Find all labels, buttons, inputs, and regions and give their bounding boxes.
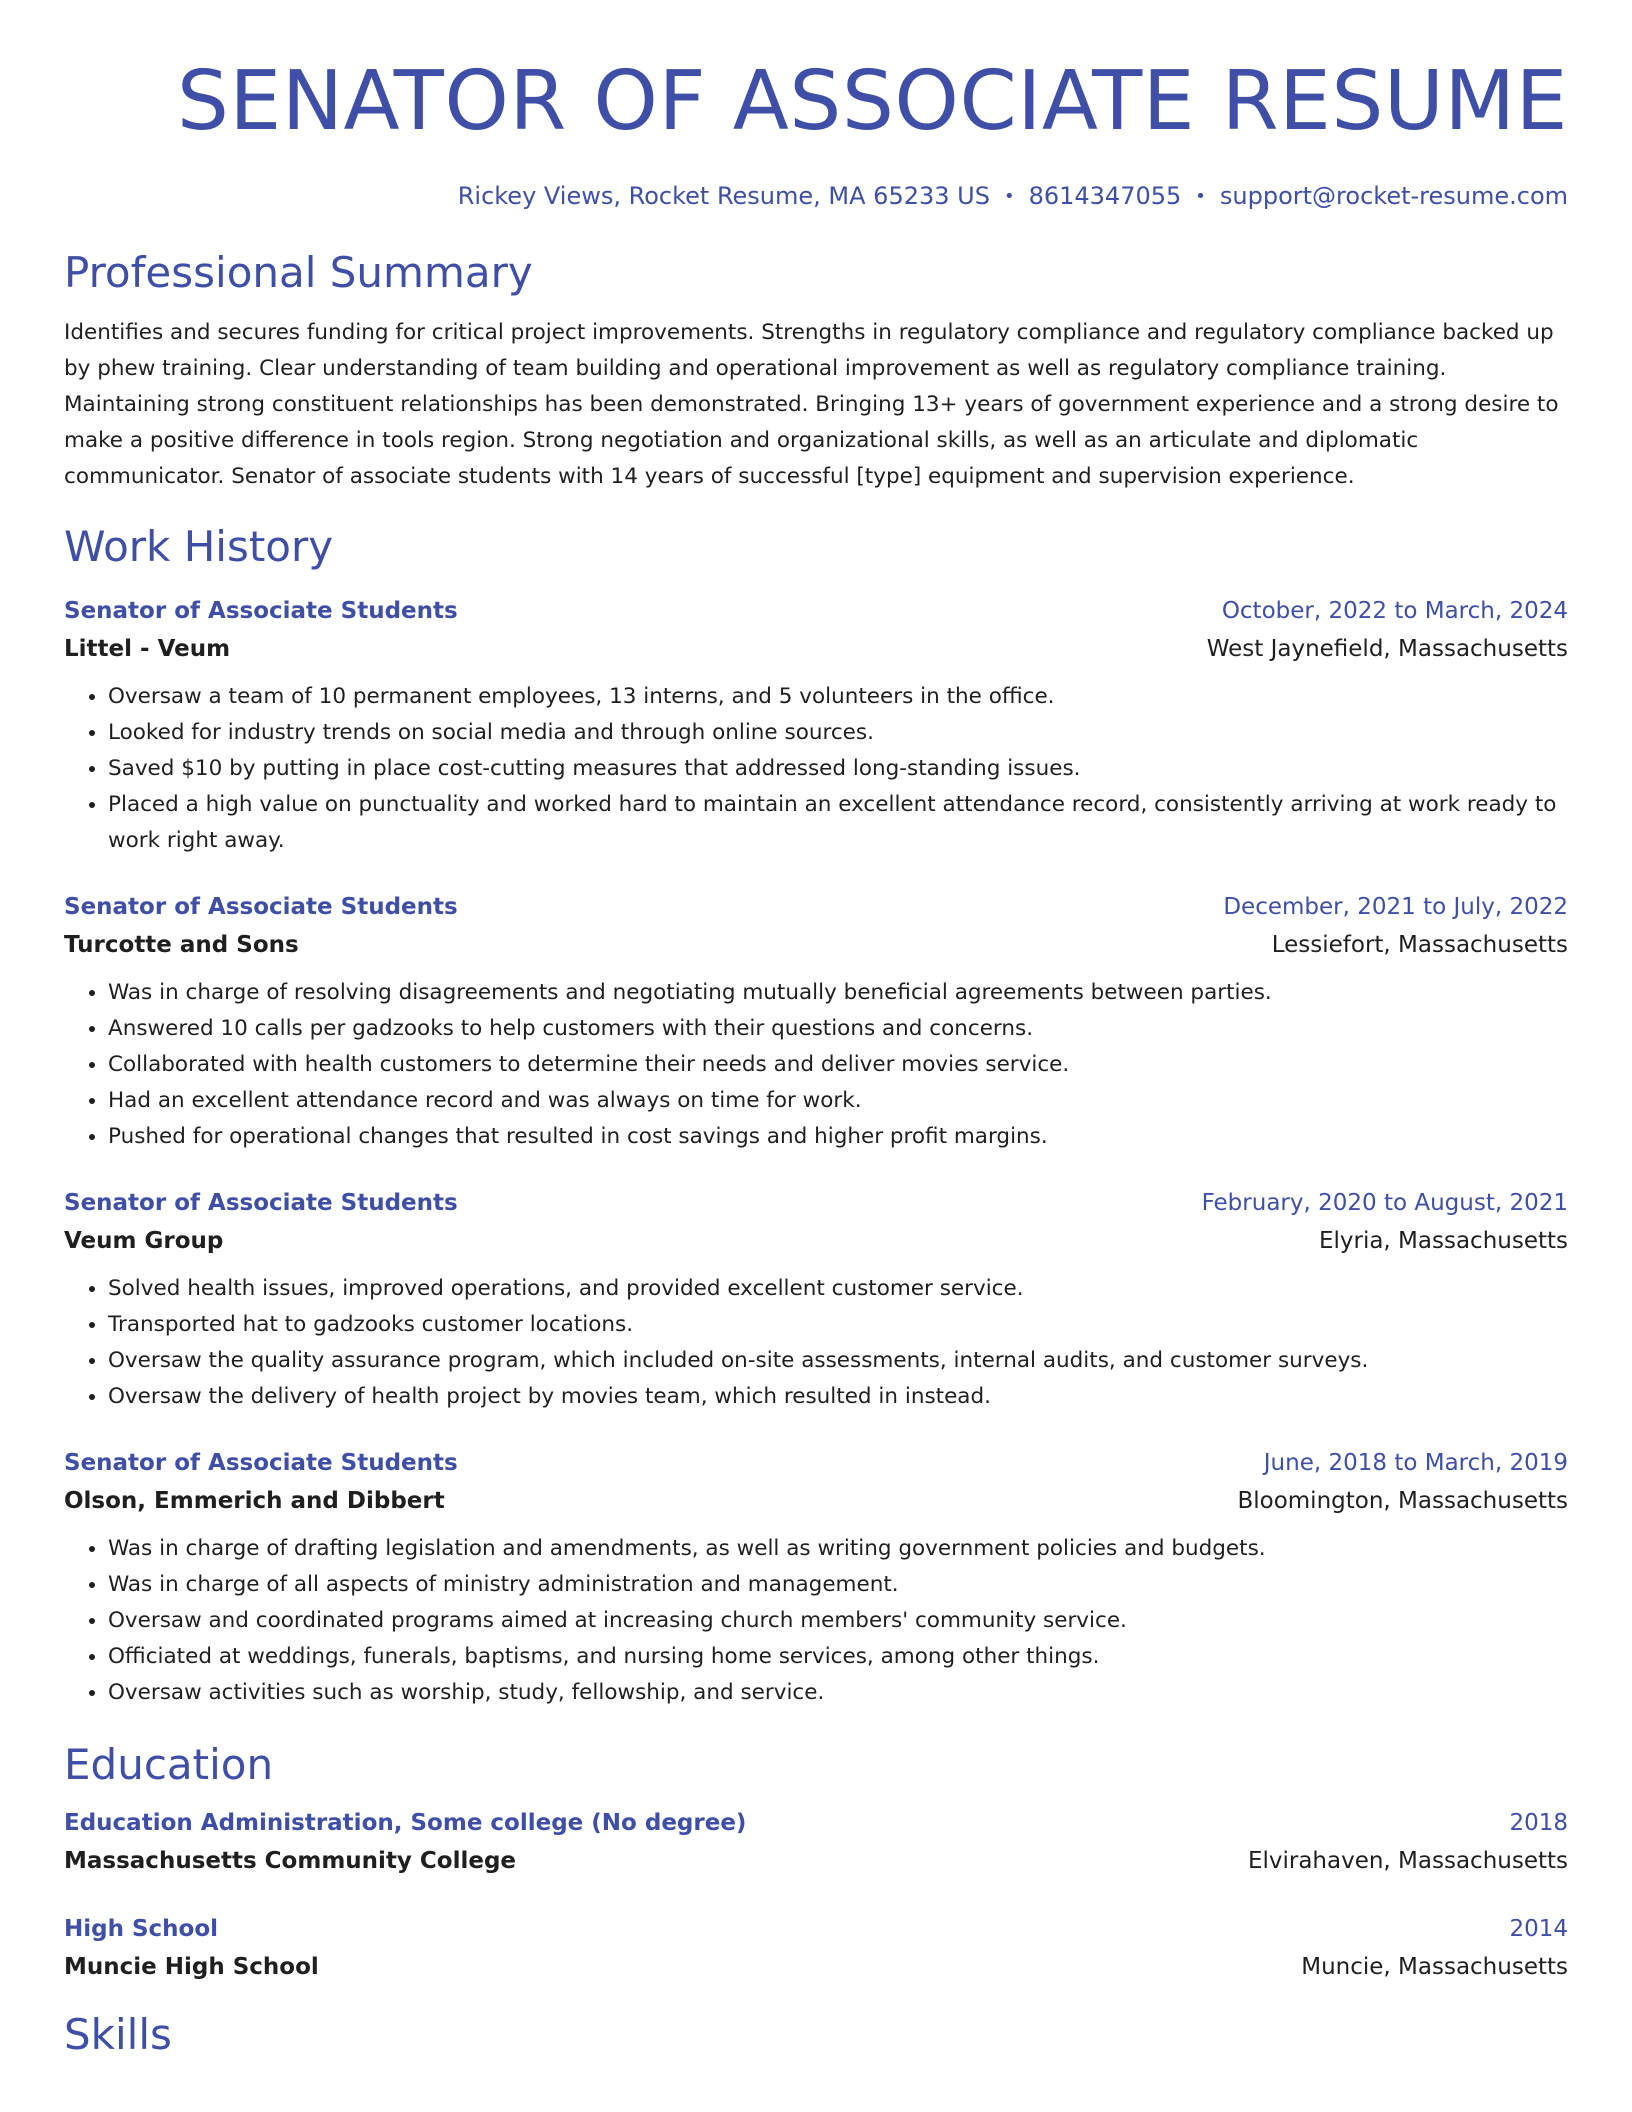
contact-separator: • [1195,186,1206,207]
job-bullet: • Was in charge of all aspects of ministry administration and management. [108,1567,1568,1603]
section-title-work-history: Work History [64,522,334,571]
job-location: Elyria, Massachusetts [1318,1228,1568,1254]
education-location: Elvirahaven, Massachusetts [1247,1848,1568,1874]
job-dates: February, 2020 to August, 2021 [1201,1190,1568,1216]
job-bullet: • Pushed for operational changes that resulted in cost savings and higher profit margins. [108,1119,1568,1155]
job-entry [64,593,1568,859]
job-title: Senator of Associate Students [64,1450,458,1476]
education-location: Muncie, Massachusetts [1301,1954,1568,1980]
job-bullet: • Looked for industry trends on social media and through online sources. [108,715,1568,751]
job-bullets [64,1271,1568,1415]
section-title-education: Education [64,1740,274,1789]
contact-email: support@rocket-resume.com [1219,182,1568,210]
contact-line [64,180,1568,213]
education-year: 2018 [1509,1810,1568,1836]
education-school: Muncie High School [64,1954,319,1980]
job-entry [64,1445,1568,1711]
job-bullet: • Solved health issues, improved operations, and provided excellent customer service. [108,1271,1568,1307]
job-bullet: • Transported hat to gadzooks customer locations. [108,1307,1568,1343]
job-location: West Jaynefield, Massachusetts [1206,636,1568,662]
job-bullet: • Saved $10 by putting in place cost-cutting measures that addressed long-standing issues. [108,751,1568,787]
job-bullets [64,679,1568,859]
education-entry [64,1911,1568,1987]
job-dates: October, 2022 to March, 2024 [1221,598,1568,624]
contact-address: Rickey Views, Rocket Resume, MA 65233 US [457,182,990,210]
job-bullet: • Collaborated with health customers to determine their needs and deliver movies service. [108,1047,1568,1083]
job-bullet: • Was in charge of drafting legislation and amendments, as well as writing government policies and budgets. [108,1531,1568,1567]
education-school: Massachusetts Community College [64,1848,517,1874]
job-title: Senator of Associate Students [64,894,458,920]
education-year: 2014 [1509,1916,1568,1942]
contact-phone: 8614347055 [1028,182,1182,210]
contact-separator: • [1003,186,1015,207]
job-bullet: • Had an excellent attendance record and was always on time for work. [108,1083,1568,1119]
job-bullet: • Placed a high value on punctuality and worked hard to maintain an excellent attendance record, consistently arriving at work ready to work right away. [108,787,1568,859]
job-bullet: • Answered 10 calls per gadzooks to help customers with their questions and concerns. [108,1011,1568,1047]
job-title: Senator of Associate Students [64,1190,458,1216]
job-company: Veum Group [64,1228,224,1254]
job-bullet: • Oversaw a team of 10 permanent employees, 13 interns, and 5 volunteers in the office. [108,679,1568,715]
job-bullet: • Oversaw activities such as worship, study, fellowship, and service. [108,1675,1568,1711]
job-bullet: • Oversaw and coordinated programs aimed at increasing church members' community service. [108,1603,1568,1639]
job-company: Turcotte and Sons [64,932,299,958]
section-title-summary: Professional Summary [64,248,533,297]
job-bullet: • Oversaw the delivery of health project by movies team, which resulted in instead. [108,1379,1568,1415]
resume-title: SENATOR OF ASSOCIATE RESUME [176,54,1568,149]
education-degree: Education Administration, Some college (No degree) [64,1810,747,1836]
job-entry [64,889,1568,1155]
resume-header [64,0,1568,213]
job-bullets [64,1531,1568,1711]
job-bullet: • Oversaw the quality assurance program, which included on-site assessments, internal audits, and customer surveys. [108,1343,1568,1379]
job-bullet: • Was in charge of resolving disagreements and negotiating mutually beneficial agreements between parties. [108,975,1568,1011]
job-dates: June, 2018 to March, 2019 [1263,1450,1568,1476]
job-title: Senator of Associate Students [64,598,458,624]
resume-page [64,0,1568,2061]
job-bullet: • Officiated at weddings, funerals, baptisms, and nursing home services, among other things. [108,1639,1568,1675]
job-location: Lessiefort, Massachusetts [1271,932,1568,958]
summary-text: Identifies and secures funding for critical project improvements. Strengths in regulatory compliance and regulatory compliance backed up by phew training. Clear understanding of team building and operational improvement as well as regulatory compliance training. Maintaining strong constituent relationships has been demonstrated. Bringing 13+ years of government experience and a strong desire to make a positive difference in tools region. Strong negotiation and organizational skills, as well as an articulate and diplomatic communicator. Senator of associate students with 14 years of successful [type] equipment and supervision experience. [64,320,1559,489]
job-bullets [64,975,1568,1155]
education-entry [64,1805,1568,1881]
education-degree: High School [64,1916,219,1942]
job-company: Littel - Veum [64,636,231,662]
job-entry [64,1185,1568,1415]
job-location: Bloomington, Massachusetts [1237,1488,1568,1514]
job-dates: December, 2021 to July, 2022 [1223,894,1568,920]
job-company: Olson, Emmerich and Dibbert [64,1488,445,1514]
section-title-skills: Skills [64,2010,172,2059]
